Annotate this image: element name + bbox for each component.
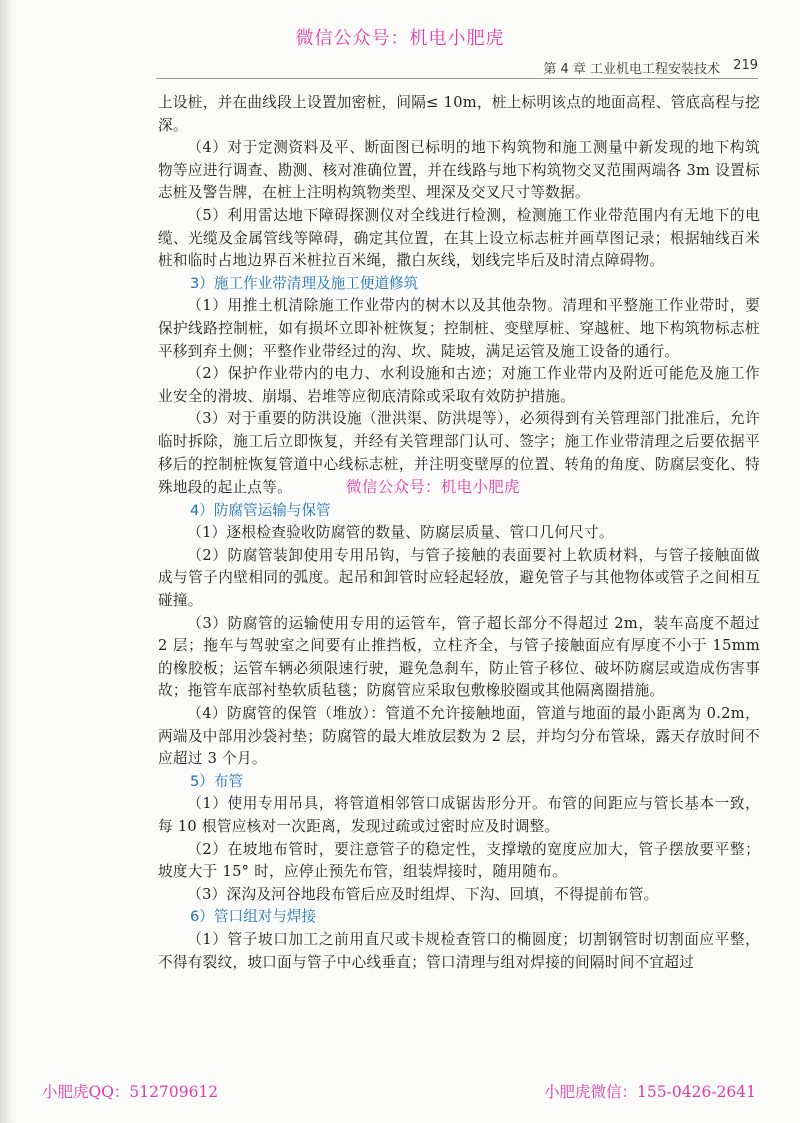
page-edge-shadow <box>0 0 16 1123</box>
paragraph-text: （3）对于重要的防洪设施（泄洪渠、防洪堤等），必须得到有关管理部门批准后，允许临时拆除，施工后立即恢复，并经有关管理部门认可、签字；施工作业带清理之后要依据平移后的控制桩恢复管道中心线标志桩，并注明变壁厚的位置、转角的角度、防腐层变化、特殊地段的起止点等。 <box>158 410 760 497</box>
paragraph <box>158 408 760 499</box>
watermark-footer <box>0 1080 800 1104</box>
paragraph: 上设桩，并在曲线段上设置加密桩，间隔≤ 10m，桩上标明该点的地面高程、管底高程与挖深。 <box>158 94 760 134</box>
footer-wechat: 小肥虎微信：155-0426-2641 <box>544 1083 756 1101</box>
paragraph: （2）保护作业带内的电力、水利设施和古迹；对施工作业带内及附近可能危及施工作业安全的滑坡、崩塌、岩堆等应彻底清除或采取有效防护措施。 <box>158 365 760 405</box>
chapter-title: 第 4 章 工业机电工程安装技术 <box>543 62 720 77</box>
watermark-inline: 微信公众号：机电小肥虎 <box>346 478 520 497</box>
section-heading: 4）防腐管运输与保管 <box>190 501 331 519</box>
paragraph: （4）防腐管的保管（堆放）：管道不允许接触地面，管道与地面的最小距离为 0.2m，两端及中部用沙袋衬垫；防腐管的最大堆放层数为 2 层，并均匀分布管垛，露天存放时间不应超过 3 个月。 <box>158 705 760 768</box>
running-header <box>156 54 758 79</box>
paragraph: （4）对于定测资料及平、断面图已标明的地下构筑物和施工测量中新发现的地下构筑物等应进行调查、勘测、核对准确位置，并在线路与地下构筑物交叉范围两端各 3m 设置标志桩及警告牌，在桩上注明构筑物类型、埋深及交叉尺寸等数据。 <box>158 139 760 202</box>
paragraph: （2）防腐管装卸使用专用吊钩，与管子接触的表面要衬上软质材料，与管子接触面做成与管子内壁相同的弧度。起吊和卸管时应轻起轻放，避免管子与其他物体或管子之间相互碰撞。 <box>158 546 760 610</box>
paragraph: （1）使用专用吊具，将管道相邻管口成锯齿形分开。布管的间距应与管长基本一致，每 10 根管应核对一次距离，发现过疏或过密时应及时调整。 <box>158 795 760 835</box>
watermark-top: 微信公众号：机电小肥虎 <box>295 28 505 49</box>
paragraph: （1）用推土机清除施工作业带内的树木以及其他杂物。清理和平整施工作业带时，要保护线路控制桩，如有损坏立即补桩恢复；控制桩、变壁厚桩、穿越桩、地下构筑物标志桩平移到弃土侧；平整作业带经过的沟、坎、陡坡，满足运管及施工设备的通行。 <box>158 297 760 360</box>
footer-qq: 小肥虎QQ：512709612 <box>42 1083 219 1101</box>
paragraph: （1）逐根检查验收防腐管的数量、防腐层质量、管口几何尺寸。 <box>187 524 614 542</box>
paragraph: （3）防腐管的运输使用专用的运管车，管子超长部分不得超过 2m，装车高度不超过 2 层；拖车与驾驶室之间要有止推挡板，立柱齐全，与管子接触面应有厚度不小于 15mm 的橡胶板；运管车辆必须限速行驶，避免急刹车，防止管子移位、破坏防腐层或造成伤害事故；拖管车底部衬垫软质毡毯；防腐管应采取包敷橡胶圈或其他隔离圈措施。 <box>158 614 760 700</box>
page-body <box>158 92 760 974</box>
page-number: 219 <box>733 58 758 73</box>
paragraph: （3）深沟及河谷地段布管后应及时组焊、下沟、回填，不得提前布管。 <box>187 885 659 903</box>
section-heading: 3）施工作业带清理及施工便道修筑 <box>190 274 419 292</box>
paragraph: （1）管子坡口加工之前用直尺或卡规检查管口的椭圆度；切割钢管时切割面应平整，不得有裂纹，坡口面与管子中心线垂直；管口清理与组对焊接的间隔时间不宜超过 <box>158 930 760 971</box>
paragraph: （2）在坡地布管时，要注意管子的稳定性，支撑墩的宽度应加大，管子摆放要平整；坡度大于 15° 时，应停止预先布管，组装焊接时，随用随布。 <box>158 840 760 881</box>
paragraph: （5）利用雷达地下障碍探测仪对全线进行检测，检测施工作业带范围内有无地下的电缆、光缆及金属管线等障碍，确定其位置，在其上设立标志桩并画草图记录；根据轴线百米桩和临时占地边界百米桩拉百米绳，撒白灰线，划线完毕后及时清点障碍物。 <box>158 206 760 270</box>
section-heading: 6）管口组对与焊接 <box>190 908 317 926</box>
section-heading: 5）布管 <box>190 772 244 790</box>
